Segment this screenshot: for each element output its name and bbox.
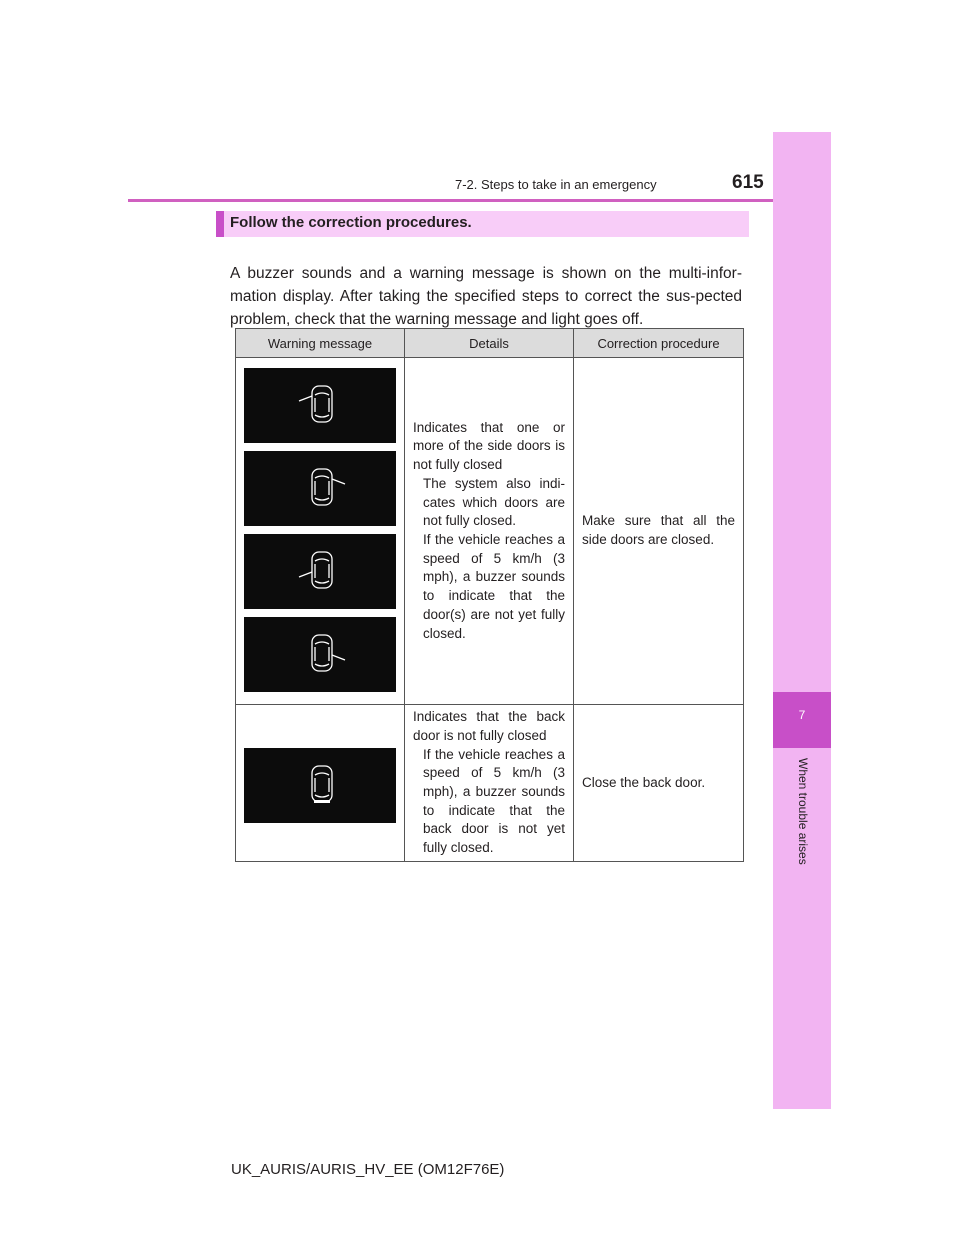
footer-code: UK_AURIS/AURIS_HV_EE (OM12F76E)	[231, 1161, 505, 1178]
details-cell	[405, 705, 574, 862]
intro-paragraph: A buzzer sounds and a warning message is shown on the multi-infor-mation display. After taking the specified steps to correct the sus-pected problem, check that the warning message and light goes off.	[230, 265, 742, 328]
chapter-label: When trouble arises	[796, 758, 810, 865]
column-header-details: Details	[405, 329, 574, 358]
details-note: If the vehicle reaches a speed of 5 km/h (3 mph), a buzzer sounds to indicate that the door(s) are not yet fully closed.	[423, 532, 565, 641]
table-header-row	[236, 329, 744, 358]
back-door-open-icon	[244, 748, 396, 823]
warning-message-cell	[236, 358, 405, 705]
column-header-correction-procedure: Correction procedure	[574, 329, 744, 358]
rear-right-door-open-icon	[244, 617, 396, 692]
details-note: The system also indi-cates which doors are not fully closed.	[423, 475, 565, 529]
correction-procedure-cell: Close the back door.	[574, 705, 744, 862]
details-lead: Indicates that the back door is not fully closed	[413, 709, 565, 743]
correction-procedure-cell: Make sure that all the side doors are closed.	[574, 358, 744, 705]
details-lead: Indicates that one or more of the side doors is not fully closed	[413, 419, 565, 473]
warning-table	[235, 328, 744, 862]
front-left-door-open-icon	[244, 368, 396, 443]
rear-left-door-open-icon	[244, 534, 396, 609]
section-heading	[216, 211, 749, 237]
chapter-tab	[773, 132, 831, 1109]
chapter-number: 7	[798, 708, 806, 722]
section-heading-text: Follow the correction procedures.	[230, 214, 472, 231]
chapter-number-box	[773, 692, 831, 748]
details-note: If the vehicle reaches a speed of 5 km/h (3 mph), a buzzer sounds to indicate that the back door is not yet fully closed.	[423, 746, 565, 856]
table-row	[236, 705, 744, 862]
section-title: 7-2. Steps to take in an emergency	[455, 177, 657, 192]
front-right-door-open-icon	[244, 451, 396, 526]
header-rule	[128, 199, 831, 202]
details-cell	[405, 358, 574, 705]
page-number: 615	[732, 172, 764, 193]
column-header-warning-message: Warning message	[236, 329, 405, 358]
table-row	[236, 358, 744, 705]
warning-message-cell	[236, 705, 405, 862]
